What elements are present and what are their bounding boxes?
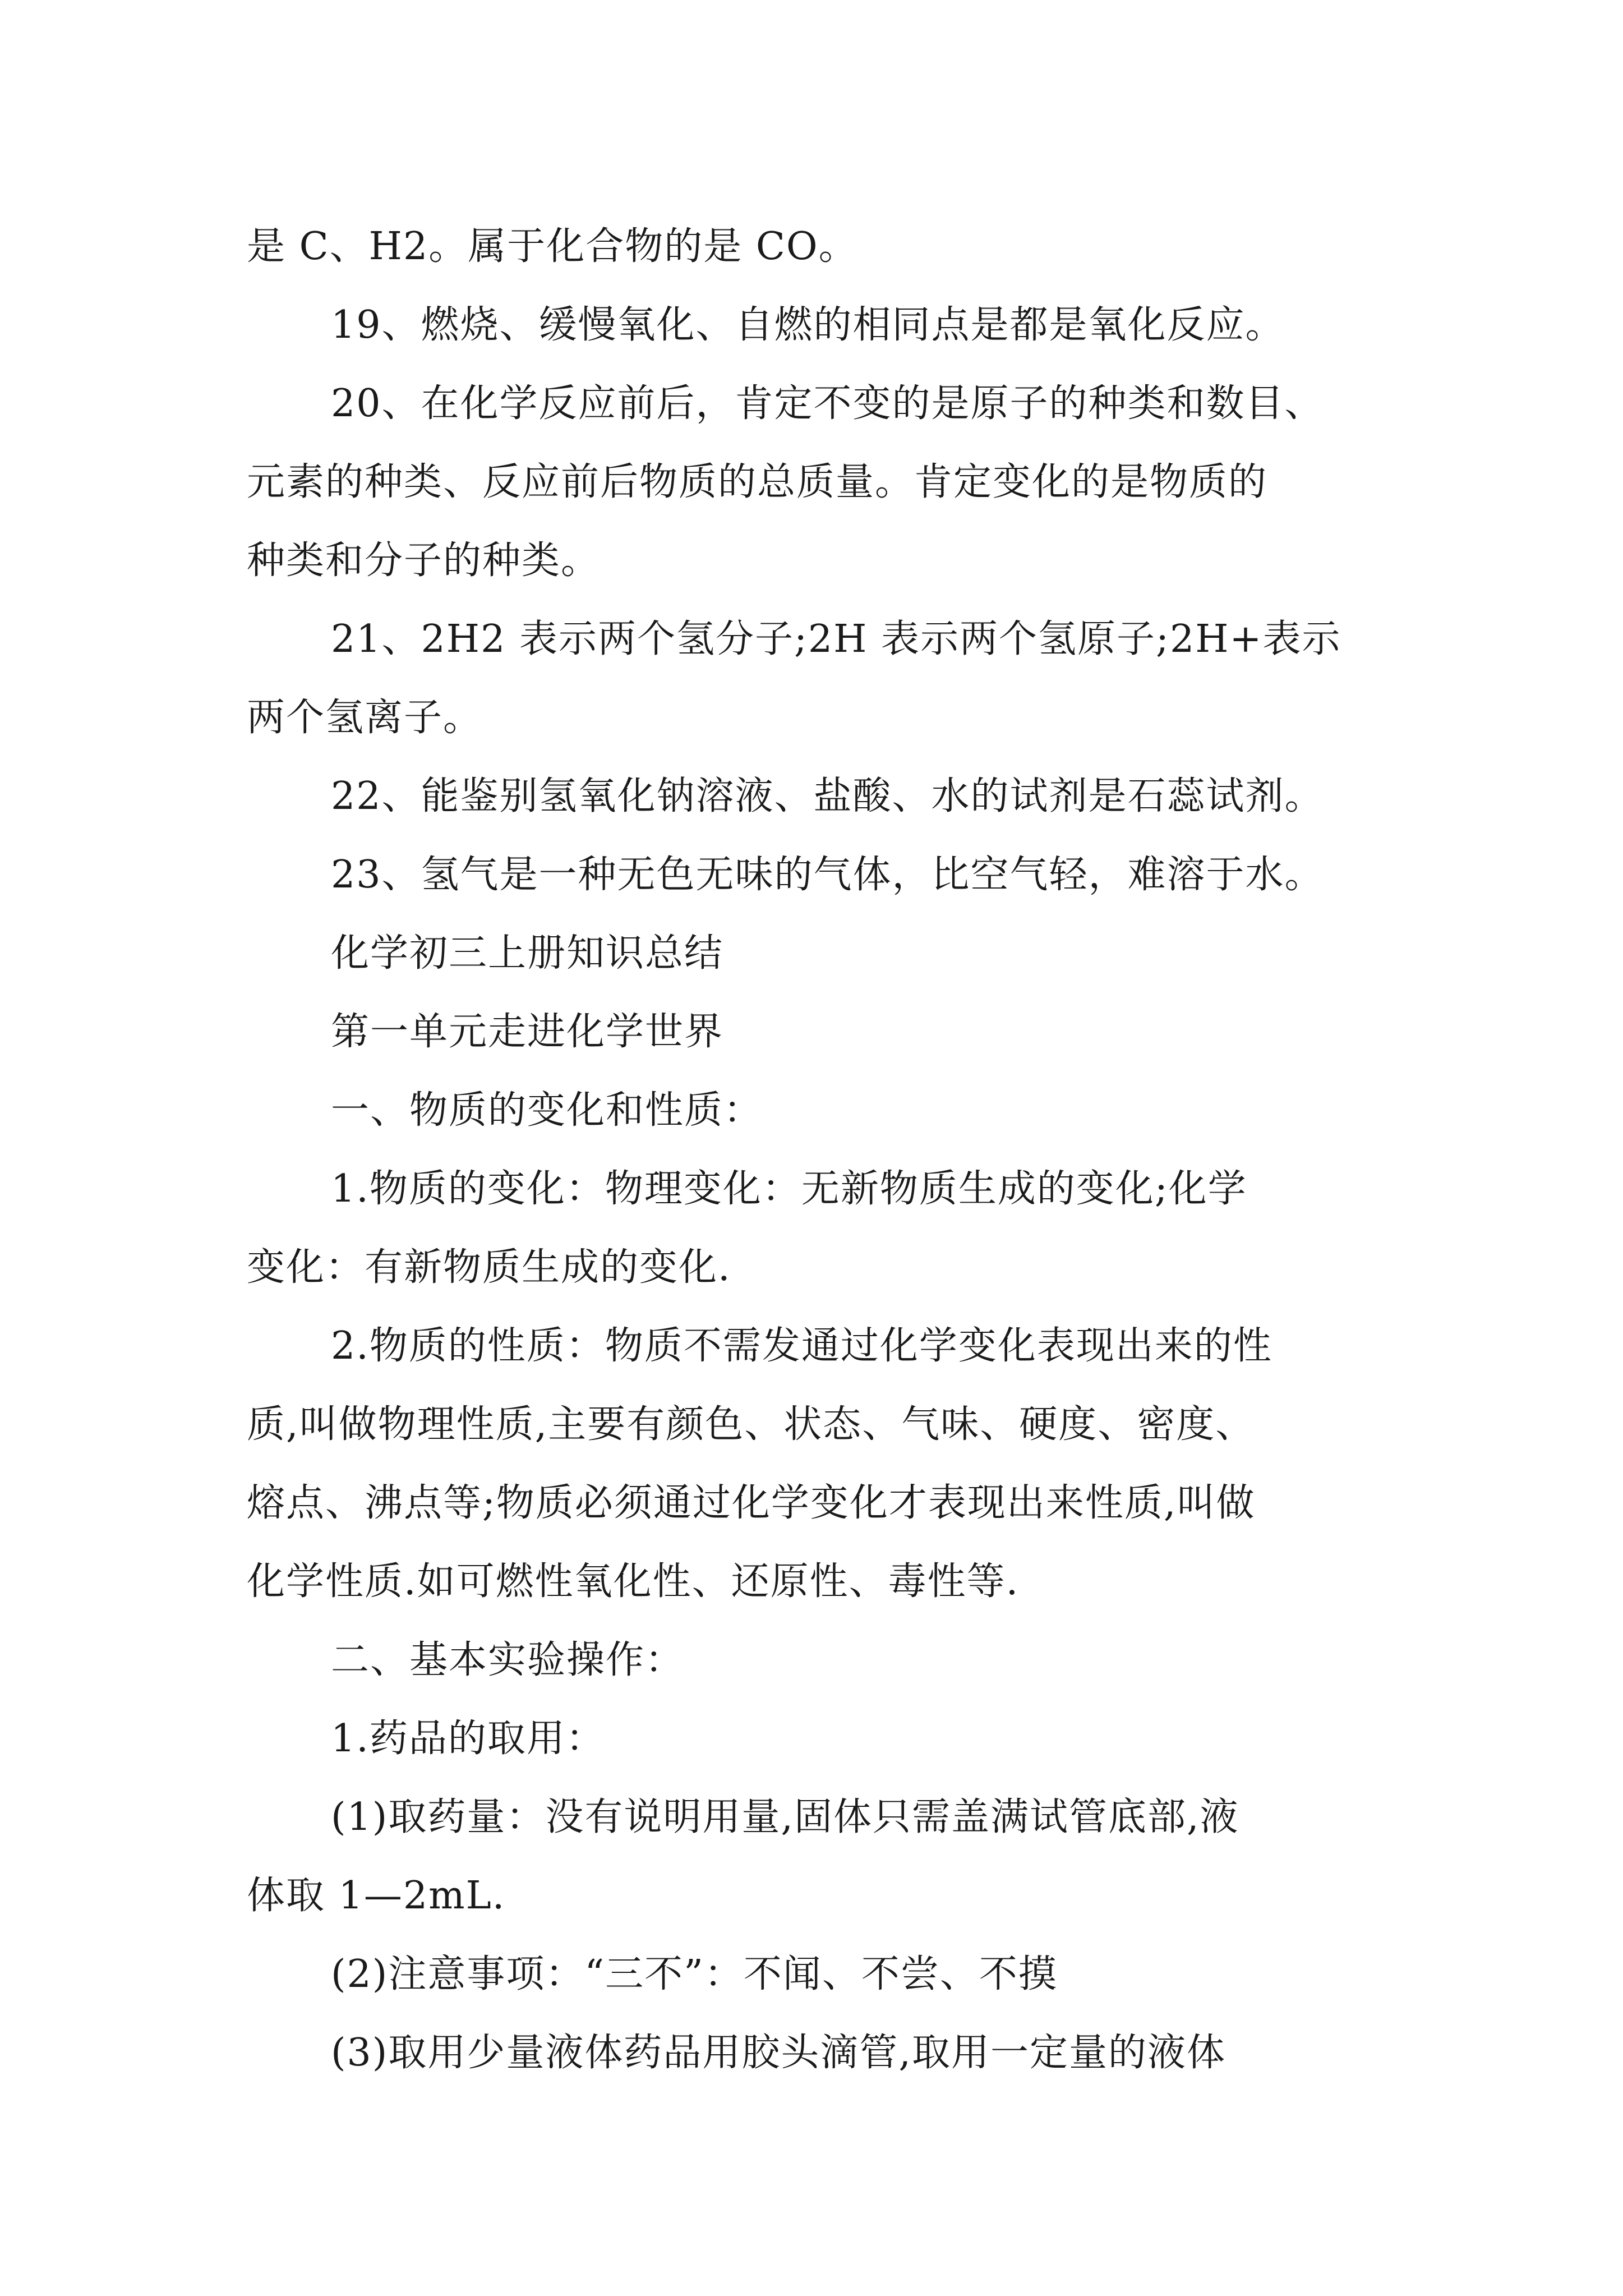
text-line: 化学性质.如可燃性氧化性、还原性、毒性等. xyxy=(247,1559,1020,1604)
text-line: (3)取用少量液体药品用胶头滴管,取用一定量的液体 xyxy=(331,2031,1226,2075)
text-line: 20、在化学反应前后，肯定不变的是原子的种类和数目、 xyxy=(331,381,1324,426)
subsection-heading-1 xyxy=(247,1071,1391,1150)
text-line: 质,叫做物理性质,主要有颜色、状态、气味、硬度、密度、 xyxy=(247,1402,1255,1447)
paragraph-21 xyxy=(247,600,1391,757)
text-line: 种类和分子的种类。 xyxy=(247,539,601,583)
text-line: 19、燃烧、缓慢氧化、自燃的相同点是都是氧化反应。 xyxy=(331,303,1285,347)
paragraph-19 xyxy=(247,286,1391,365)
text-line: 熔点、沸点等;物质必须通过化学变化才表现出来性质,叫做 xyxy=(247,1481,1256,1525)
paragraph-drug-handling xyxy=(247,1700,1391,1778)
paragraph-continuation xyxy=(247,208,1391,286)
text-line: 元素的种类、反应前后物质的总质量。肯定变化的是物质的 xyxy=(247,460,1268,504)
text-line: 体取 1—2mL. xyxy=(247,1874,506,1918)
unit-heading xyxy=(247,993,1391,1071)
section-heading xyxy=(247,914,1391,993)
paragraph-sub-1 xyxy=(247,1778,1391,1935)
paragraph-item-1 xyxy=(247,1150,1391,1307)
paragraph-20 xyxy=(247,365,1391,600)
text-line: 是 C、H2。属于化合物的是 CO。 xyxy=(247,224,858,269)
text-line: (2)注意事项：“三不”：不闻、不尝、不摸 xyxy=(331,1952,1058,1996)
text-line: 二、基本实验操作： xyxy=(331,1638,685,1682)
subsection-heading-2 xyxy=(247,1621,1391,1700)
text-line: 变化：有新物质生成的变化. xyxy=(247,1245,731,1290)
text-line: 一、物质的变化和性质： xyxy=(331,1088,763,1133)
paragraph-item-2 xyxy=(247,1307,1391,1621)
paragraph-23 xyxy=(247,836,1391,914)
text-line: 1.药品的取用： xyxy=(331,1717,605,1761)
document-body xyxy=(247,208,1391,2092)
text-line: 22、能鉴别氢氧化钠溶液、盐酸、水的试剂是石蕊试剂。 xyxy=(331,774,1324,818)
text-line: 化学初三上册知识总结 xyxy=(331,931,724,976)
paragraph-22 xyxy=(247,757,1391,836)
text-line: 第一单元走进化学世界 xyxy=(331,1010,724,1054)
paragraph-sub-2 xyxy=(247,1935,1391,2014)
paragraph-sub-3 xyxy=(247,2014,1391,2092)
text-line: 1.物质的变化：物理变化：无新物质生成的变化;化学 xyxy=(331,1167,1247,1211)
text-line: 21、2H2 表示两个氢分子;2H 表示两个氢原子;2H+表示 xyxy=(331,617,1341,661)
text-line: (1)取药量：没有说明用量,固体只需盖满试管底部,液 xyxy=(331,1795,1239,1839)
text-line: 两个氢离子。 xyxy=(247,696,483,740)
text-line: 2.物质的性质：物质不需发通过化学变化表现出来的性 xyxy=(331,1324,1272,1368)
text-line: 23、氢气是一种无色无味的气体，比空气轻，难溶于水。 xyxy=(331,853,1324,897)
